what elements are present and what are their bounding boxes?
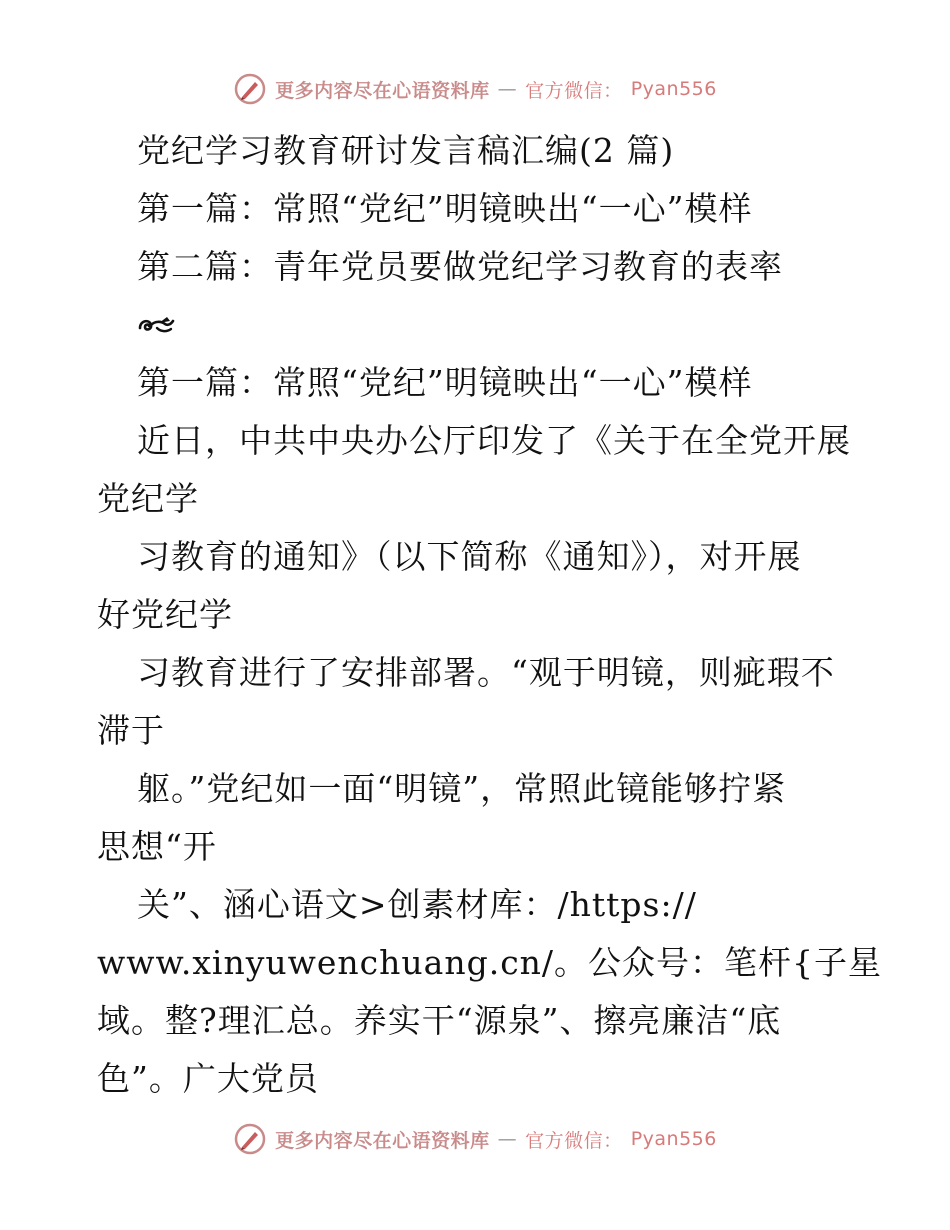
watermark-account: Pyan556: [630, 1128, 717, 1150]
paragraph-line: 滞于: [97, 711, 165, 750]
watermark-account: Pyan556: [630, 78, 717, 100]
watermark-separator: —: [497, 1128, 518, 1150]
watermark-separator: —: [497, 78, 518, 100]
pen-logo-icon: [233, 1122, 267, 1156]
swirl-ornament-icon: [137, 312, 177, 338]
watermark-header: [0, 72, 950, 106]
document-title: 党纪学习教育研讨发言稿汇编(2 篇): [137, 131, 675, 170]
document-body: [97, 122, 883, 1108]
watermark-main-text: 更多内容尽在心语资料库: [275, 1129, 490, 1152]
toc-item-1: 第一篇：常照“党纪”明镜映出“一心”模样: [137, 189, 753, 228]
paragraph-line: 习教育的通知》（以下简称《通知》），对开展: [137, 537, 802, 576]
paragraph-line: 关”、涵心语文>创素材库：/https://: [137, 885, 697, 924]
pen-logo-icon: [233, 72, 267, 106]
paragraph-line: 好党纪学: [97, 595, 233, 634]
watermark-main-text: 更多内容尽在心语资料库: [275, 79, 490, 102]
watermark-label: 官方微信：: [525, 1129, 623, 1152]
toc-item-2: 第二篇：青年党员要做党纪学习教育的表率: [137, 247, 783, 286]
paragraph-line: www.xinyuwenchuang.cn/。公众号：笔杆{子星: [97, 943, 883, 982]
section-heading: 第一篇：常照“党纪”明镜映出“一心”模样: [137, 363, 753, 402]
watermark-footer: [0, 1122, 950, 1156]
watermark-label: 官方微信：: [525, 79, 623, 102]
paragraph-line: 党纪学: [97, 479, 199, 518]
paragraph-line: 近日，中共中央办公厅印发了《关于在全党开展: [137, 421, 851, 460]
paragraph-line: 躯。”党纪如一面“明镜”，常照此镜能够拧紧: [137, 769, 787, 808]
ornament-divider: [97, 296, 867, 354]
paragraph-line: 习教育进行了安排部署。“观于明镜，则疵瑕不: [137, 653, 835, 692]
paragraph-line: 域。整?理汇总。养实干“源泉”、擦亮廉洁“底: [97, 1001, 782, 1040]
paragraph-line: 色”。广大党员: [97, 1059, 319, 1098]
paragraph-line: 思想“开: [97, 827, 217, 866]
